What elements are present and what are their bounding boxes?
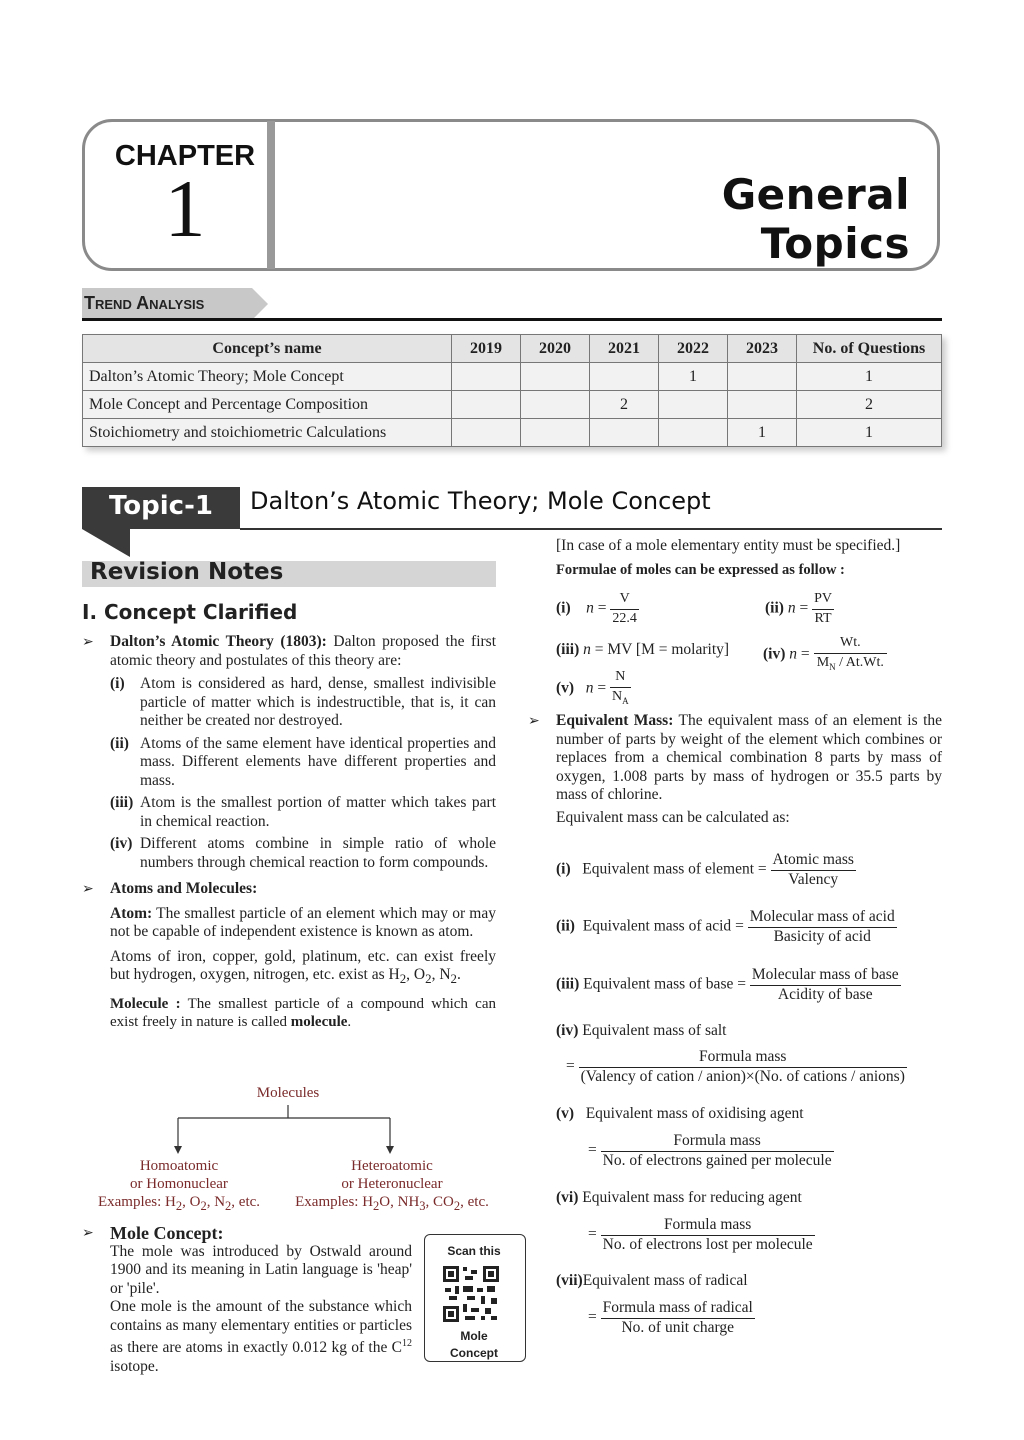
table-row	[83, 419, 942, 447]
item-numerator: Formula mass	[579, 1048, 907, 1068]
list-item	[110, 794, 496, 831]
arrow-icon: ➢	[82, 881, 94, 897]
tree-left-1: Homoatomic	[139, 1158, 219, 1174]
cell	[728, 363, 797, 391]
item-label: Equivalent mass of base	[583, 975, 734, 993]
topic-rule	[240, 528, 942, 530]
formula-iv: (iv) n = $\frac{Wt.}{M_N / At.Wt.}$	[763, 635, 886, 672]
tree-right-2: or Heteronuclear	[341, 1176, 443, 1192]
item-number: (i)	[110, 675, 125, 692]
molecule-def: Molecule : The smallest particle of a compound which can exist freely in nature is called molecule.	[110, 995, 496, 1031]
eq-bullet	[528, 712, 942, 805]
cell: Dalton’s Atomic Theory; Mole Concept	[83, 363, 452, 391]
mole-p2-text: One mole is the amount of the substance which contains as many elementary entities or particles as there are atoms in exactly 0.012 kg of the C	[110, 1298, 412, 1357]
cell	[521, 391, 590, 419]
cell: 1	[728, 419, 797, 447]
dalton-section	[82, 633, 496, 1032]
item-number: (iii)	[110, 794, 134, 811]
cell	[590, 363, 659, 391]
cell: 1	[797, 363, 942, 391]
eq-item-ox-frac: = $\frac{\text{Formula mass}}{\text{No. of electrons gained per molecule}}$	[588, 1132, 832, 1169]
item-number: (v)	[556, 1105, 575, 1122]
th: No. of Questions	[797, 335, 942, 363]
item-denominator: No. of electrons lost per molecule	[602, 1235, 813, 1253]
item-number: (iii)	[556, 975, 580, 993]
item-number: (iv)	[556, 1022, 579, 1039]
qr-code-icon[interactable]	[441, 1264, 501, 1324]
chapter-number: 1	[164, 163, 206, 254]
list-item	[110, 735, 496, 791]
item-label: Equivalent mass of element	[582, 860, 755, 878]
cell	[452, 419, 521, 447]
eq-item-red-frac: = $\frac{\text{Formula mass}}{\text{No. of electrons lost per molecule}}$	[588, 1216, 813, 1253]
tree-left-3: Examples: $H_2$, $O_2$, $N_2$, etc.	[97, 1194, 261, 1213]
formula-iii: (iii) n = MV [M = molarity]	[556, 641, 730, 658]
molecule-label: Molecule :	[110, 995, 181, 1012]
chapter-title: General Topics	[721, 170, 910, 268]
trend-label: Trend Analysis	[84, 293, 205, 313]
equivalent-mass-section	[528, 712, 942, 827]
cell	[659, 419, 728, 447]
mole-p2: One mole is the amount of the substance which contains as many elementary entities or particles as there are atoms in exactly 0.012 kg of the $C^{12}$ isotope.	[110, 1298, 412, 1375]
eq-item-salt-frac: = $\frac{\text{Formula mass}}{\text{(Valency of cation / anion)×(No. of cations / anions)}}$	[566, 1048, 905, 1085]
atoms-exist-text: Atoms of iron, copper, gold, platinum, etc. can exist freely but hydrogen, oxygen, nitrogen, etc. exist as H	[110, 947, 496, 983]
item-number: (vi)	[556, 1189, 579, 1206]
trend-rule	[82, 318, 942, 321]
molecule-tree-lines	[82, 1100, 502, 1160]
qr-bottom-label	[424, 1328, 524, 1362]
cell	[452, 391, 521, 419]
eq-text-wrap	[556, 712, 942, 805]
revision-heading: Revision Notes	[90, 559, 284, 585]
th: 2020	[521, 335, 590, 363]
eq-item-salt	[556, 1022, 946, 1041]
item-denominator: No. of unit charge	[621, 1318, 734, 1336]
trend-header-row	[83, 335, 942, 363]
cell	[590, 419, 659, 447]
trend-table	[82, 334, 942, 447]
item-text: Atoms of the same element have identical properties and mass. Different elements have different properties and mass.	[140, 734, 496, 789]
item-numerator: Formula mass	[601, 1132, 834, 1152]
item-label: Equivalent mass of salt	[582, 1022, 727, 1039]
eq-calc: Equivalent mass can be calculated as:	[556, 808, 790, 826]
cell: 2	[590, 391, 659, 419]
item-number: (ii)	[556, 917, 575, 935]
item-denominator: (Valency of cation / anion)×(No. of cations / anions)	[580, 1067, 905, 1085]
tree-left-2: or Homonuclear	[130, 1176, 228, 1192]
dalton-text	[110, 633, 496, 670]
header-divider	[267, 121, 275, 269]
item-numerator: Molecular mass of base	[750, 966, 901, 986]
mole-note: [In case of a mole elementary entity must be specified.]	[556, 537, 901, 554]
tree-root: Molecules	[256, 1085, 320, 1101]
formula-ii: (ii) n = $\frac{PV}{RT}$	[765, 591, 832, 626]
arrow-icon: ➢	[82, 1225, 94, 1241]
atoms-heading: Atoms and Molecules:	[110, 880, 258, 897]
item-numerator: Molecular mass of acid	[748, 908, 897, 928]
table-row	[83, 391, 942, 419]
item-denominator: Valency	[788, 870, 839, 888]
tree-right-3-text: Examples: H	[295, 1194, 374, 1210]
qr-top-label: Scan this	[447, 1244, 501, 1258]
dalton-bullet	[82, 633, 496, 670]
item-numerator: Formula mass of radical	[601, 1299, 755, 1319]
mole-bullet	[82, 1224, 412, 1243]
th: Concept’s name	[83, 335, 452, 363]
th: 2019	[452, 335, 521, 363]
mole-heading: Mole Concept:	[110, 1223, 224, 1243]
tree-right-1: Heteroatomic	[351, 1158, 433, 1174]
item-label: Equivalent mass of oxidising agent	[585, 1105, 804, 1122]
cell: Stoichiometry and stoichiometric Calculations	[83, 419, 452, 447]
eq-item: (ii) Equivalent mass of acid = $\frac{\text{Molecular mass of acid}}{\text{Basicity of acid}}$	[556, 908, 895, 945]
atom-def	[110, 905, 496, 942]
item-number: (vii)	[556, 1272, 583, 1289]
cell	[659, 391, 728, 419]
atoms-bullet	[82, 880, 496, 899]
eq-item-ox	[556, 1105, 946, 1124]
dalton-title: Dalton’s Atomic Theory (1803):	[110, 633, 327, 650]
list-item	[110, 675, 496, 731]
list-item	[110, 835, 496, 872]
cell	[728, 391, 797, 419]
item-number: (iv)	[110, 835, 133, 852]
item-number: (ii)	[110, 734, 129, 752]
item-text: Atom is considered as hard, dense, smallest indivisible particle of matter which is indestructible, that is, it can neither be created nor destroyed.	[140, 675, 496, 729]
tree-right	[286, 1157, 498, 1215]
item-label: Equivalent mass of acid	[582, 917, 732, 935]
topic-tag: Topic-1	[109, 491, 213, 521]
arrow-icon: ➢	[528, 713, 540, 729]
item-denominator: No. of electrons gained per molecule	[602, 1151, 832, 1169]
dalton-intro: Dalton proposed the first atomic theory and postulates of this theory are:	[110, 633, 497, 669]
chapter-label: CHAPTER	[114, 140, 256, 172]
eq-text: The equivalent mass of an element is the number of parts by weight of the element which combines or replaces from a chemical combination 8 parts by mass of oxygen, 1.008 parts by mass of hydrogen or 35.5 parts by mass of chlorine.	[556, 712, 943, 803]
formulae-heading: Formulae of moles can be expressed as follow :	[556, 562, 845, 578]
item-denominator: Acidity of base	[777, 985, 873, 1003]
th: 2022	[659, 335, 728, 363]
formula-v: (v) n = $\frac{N}{N_A}$	[556, 669, 629, 706]
dalton-list	[110, 675, 496, 872]
eq-heading: Equivalent Mass:	[556, 712, 674, 729]
cell: Mole Concept and Percentage Composition	[83, 391, 452, 419]
table-row	[83, 363, 942, 391]
mole-p2-end: isotope.	[110, 1357, 159, 1375]
item-number: (i)	[556, 860, 571, 878]
concept-heading: I. Concept Clarified	[82, 600, 298, 624]
tree-left-3-text: Examples: H	[97, 1194, 176, 1210]
formula-i: (i) n = $\frac{V}{22.4}$	[556, 591, 637, 626]
cell	[521, 363, 590, 391]
eq-item-rad-frac: = $\frac{\text{Formula mass of radical}}{\text{No. of unit charge}}$	[588, 1299, 753, 1336]
th: 2023	[728, 335, 797, 363]
eq-item: (i) Equivalent mass of element = $\frac{\text{Atomic mass}}{\text{Valency}}$	[556, 851, 854, 888]
tree-right-3: Examples: $H_2O$, $NH_3$, $CO_2$, etc.	[295, 1194, 489, 1213]
molecule-text: The smallest particle of a compound which can exist freely in nature is called	[110, 995, 496, 1031]
topic-title: Dalton’s Atomic Theory; Mole Concept	[250, 487, 711, 515]
mole-section	[82, 1224, 412, 1376]
cell	[452, 363, 521, 391]
tree-left	[86, 1157, 272, 1215]
item-numerator: Formula mass	[601, 1216, 815, 1236]
item-label: Equivalent mass for reducing agent	[582, 1189, 802, 1206]
topic-tab-fold	[82, 529, 130, 557]
eq-item-rad	[556, 1272, 946, 1291]
cell: 1	[797, 419, 942, 447]
atom-text: The smallest particle of an element which may or may not be capable of independent existence is known as atom.	[110, 904, 496, 940]
eq-item-red	[556, 1189, 946, 1208]
item-text: Different atoms combine in simple ratio of whole numbers through chemical reaction to form compounds.	[140, 835, 496, 871]
item-text: Atom is the smallest portion of matter which takes part in chemical reaction.	[140, 794, 496, 830]
item-denominator: Basicity of acid	[773, 927, 871, 945]
atoms-exist: Atoms of iron, copper, gold, platinum, etc. can exist freely but hydrogen, oxygen, nitrogen, etc. exist as $H_2$, $O_2$, $N_2$.	[110, 947, 496, 987]
item-label: Equivalent mass of radical	[582, 1272, 748, 1289]
qr-bottom-2: Concept	[450, 1346, 498, 1360]
cell: 2	[797, 391, 942, 419]
cell: 1	[659, 363, 728, 391]
th: 2021	[590, 335, 659, 363]
atom-label: Atom:	[110, 904, 153, 922]
cell	[521, 419, 590, 447]
item-numerator: Atomic mass	[771, 851, 856, 871]
qr-bottom-1: Mole	[460, 1329, 488, 1343]
mole-p1: The mole was introduced by Ostwald around 1900 and its meaning in Latin language is 'heap' or 'pile'.	[110, 1242, 412, 1297]
arrow-icon: ➢	[82, 634, 94, 650]
eq-item: (iii) Equivalent mass of base = $\frac{\text{Molecular mass of base}}{\text{Acidity of base}}$	[556, 966, 899, 1003]
molecule-word: molecule	[290, 1014, 348, 1031]
